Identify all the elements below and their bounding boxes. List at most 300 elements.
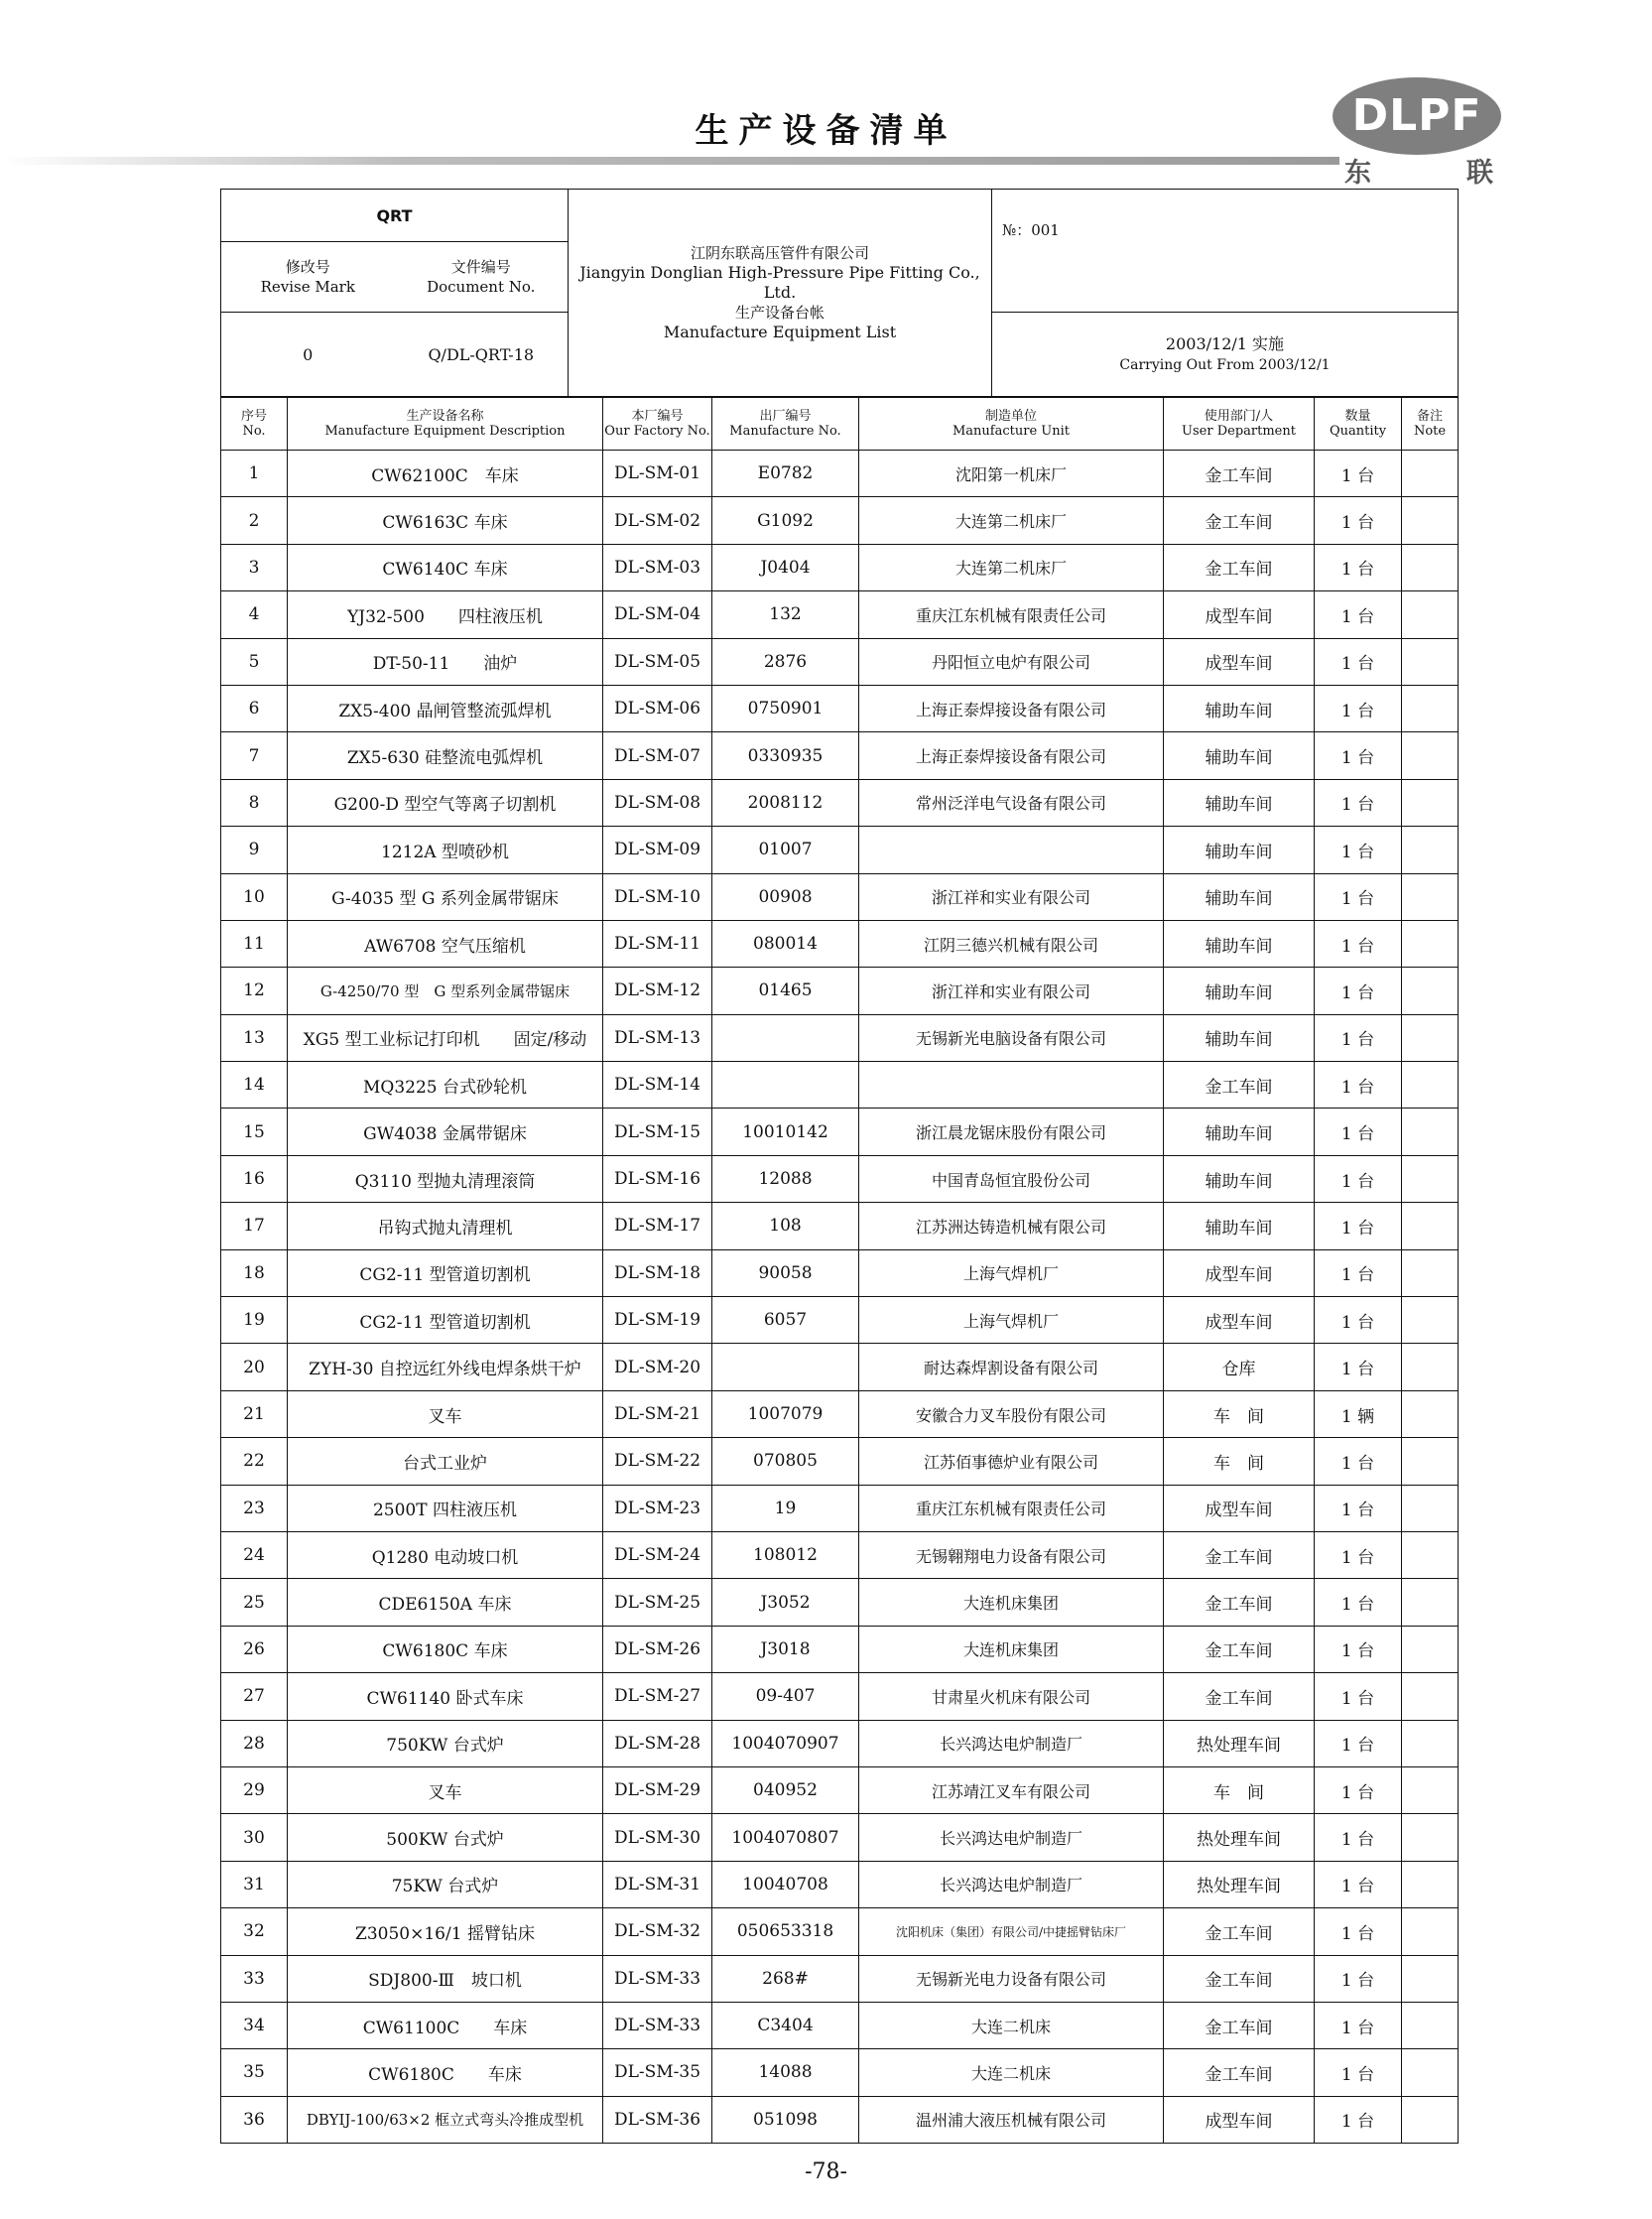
cell-description: ZYH-30 自控远红外线电焊条烘干炉 bbox=[288, 1344, 603, 1390]
cell-quantity: 1 台 bbox=[1315, 1014, 1402, 1061]
cell-no: 28 bbox=[221, 1720, 288, 1766]
table-row bbox=[221, 1344, 1459, 1390]
cell-manufacture-no: 080014 bbox=[712, 920, 859, 967]
cell-no: 31 bbox=[221, 1861, 288, 1907]
cell-description: CDE6150A 车床 bbox=[288, 1579, 603, 1626]
cell-description: MQ3225 台式砂轮机 bbox=[288, 1062, 603, 1109]
cell-manufacture-no: 12088 bbox=[712, 1155, 859, 1202]
cell-manufacture-no: 90058 bbox=[712, 1249, 859, 1296]
cell-factory-no: DL-SM-26 bbox=[603, 1626, 712, 1672]
cell-user-department: 成型车间 bbox=[1164, 1297, 1315, 1344]
cell-manufacture-no: J3018 bbox=[712, 1626, 859, 1672]
cell-user-department: 金工车间 bbox=[1164, 497, 1315, 544]
cell-manufacture-unit: 上海正泰焊接设备有限公司 bbox=[859, 732, 1164, 779]
cell-manufacture-unit: 常州泛洋电气设备有限公司 bbox=[859, 779, 1164, 826]
cell-factory-no: DL-SM-11 bbox=[603, 920, 712, 967]
cell-no: 20 bbox=[221, 1344, 288, 1390]
cell-quantity: 1 台 bbox=[1315, 591, 1402, 638]
cell-description: Q1280 电动坡口机 bbox=[288, 1531, 603, 1578]
cell-description: SDJ800-Ⅲ 坡口机 bbox=[288, 1955, 603, 2002]
table-row bbox=[221, 1014, 1459, 1061]
cell-note bbox=[1402, 827, 1459, 873]
cell-factory-no: DL-SM-07 bbox=[603, 732, 712, 779]
cell-manufacture-unit: 大连二机床 bbox=[859, 2049, 1164, 2096]
company-logo bbox=[1333, 77, 1501, 187]
cell-manufacture-unit: 上海正泰焊接设备有限公司 bbox=[859, 685, 1164, 731]
table-row bbox=[221, 1861, 1459, 1907]
cell-user-department: 辅助车间 bbox=[1164, 827, 1315, 873]
cell-user-department: 车 间 bbox=[1164, 1766, 1315, 1813]
cell-user-department: 成型车间 bbox=[1164, 638, 1315, 685]
cell-note bbox=[1402, 685, 1459, 731]
cell-manufacture-unit: 大连二机床 bbox=[859, 2002, 1164, 2048]
column-header-en: User Department bbox=[1182, 424, 1296, 439]
cell-quantity: 1 台 bbox=[1315, 1344, 1402, 1390]
cell-no: 36 bbox=[221, 2096, 288, 2143]
table-row bbox=[221, 1109, 1459, 1155]
column-header-en: Note bbox=[1413, 424, 1447, 439]
table-row bbox=[221, 497, 1459, 544]
cell-user-department: 成型车间 bbox=[1164, 2096, 1315, 2143]
table-row bbox=[221, 1390, 1459, 1437]
table-row bbox=[221, 638, 1459, 685]
cell-quantity: 1 台 bbox=[1315, 1766, 1402, 1813]
cell-factory-no: DL-SM-29 bbox=[603, 1766, 712, 1813]
cell-manufacture-no: E0782 bbox=[712, 451, 859, 497]
cell-user-department: 热处理车间 bbox=[1164, 1720, 1315, 1766]
cell-no: 5 bbox=[221, 638, 288, 685]
cell-quantity: 1 台 bbox=[1315, 497, 1402, 544]
cell-description: 1212A 型喷砂机 bbox=[288, 827, 603, 873]
cell-no: 8 bbox=[221, 779, 288, 826]
cell-manufacture-no: 10040708 bbox=[712, 1861, 859, 1907]
document-value: Q/DL-QRT-18 bbox=[428, 344, 535, 364]
cell-factory-no: DL-SM-19 bbox=[603, 1297, 712, 1344]
cell-quantity: 1 台 bbox=[1315, 638, 1402, 685]
cell-no: 15 bbox=[221, 1109, 288, 1155]
cell-manufacture-unit: 浙江祥和实业有限公司 bbox=[859, 873, 1164, 920]
cell-manufacture-no: 00908 bbox=[712, 873, 859, 920]
table-row bbox=[221, 827, 1459, 873]
cell-note bbox=[1402, 2049, 1459, 2096]
cell-manufacture-no: 040952 bbox=[712, 1766, 859, 1813]
cell-no: 9 bbox=[221, 827, 288, 873]
table-row bbox=[221, 732, 1459, 779]
cell-user-department: 辅助车间 bbox=[1164, 779, 1315, 826]
cell-quantity: 1 台 bbox=[1315, 968, 1402, 1014]
cell-note bbox=[1402, 1155, 1459, 1202]
document-no-cn: 文件编号 bbox=[450, 258, 511, 276]
cell-note bbox=[1402, 544, 1459, 590]
cell-user-department: 仓库 bbox=[1164, 1344, 1315, 1390]
column-header-cn: 数量 bbox=[1344, 409, 1371, 424]
table-row bbox=[221, 1155, 1459, 1202]
cell-description: CW6163C 车床 bbox=[288, 497, 603, 544]
effective-date-en: Carrying Out From 2003/12/1 bbox=[1119, 356, 1331, 373]
cell-note bbox=[1402, 1955, 1459, 2002]
cell-manufacture-unit: 温州浦大液压机械有限公司 bbox=[859, 2096, 1164, 2143]
cell-quantity: 1 台 bbox=[1315, 1155, 1402, 1202]
cell-quantity: 1 台 bbox=[1315, 920, 1402, 967]
cell-manufacture-unit: 江苏佰事德炉业有限公司 bbox=[859, 1438, 1164, 1485]
cell-note bbox=[1402, 1908, 1459, 1955]
cell-user-department: 辅助车间 bbox=[1164, 1203, 1315, 1249]
cell-description: G-4035 型 G 系列金属带锯床 bbox=[288, 873, 603, 920]
cell-user-department: 金工车间 bbox=[1164, 2002, 1315, 2048]
cell-note bbox=[1402, 1297, 1459, 1344]
cell-manufacture-no: 6057 bbox=[712, 1297, 859, 1344]
cell-manufacture-no: 108012 bbox=[712, 1531, 859, 1578]
cell-description: GW4038 金属带锯床 bbox=[288, 1109, 603, 1155]
column-header-quantity bbox=[1315, 398, 1402, 451]
cell-factory-no: DL-SM-06 bbox=[603, 685, 712, 731]
cell-manufacture-unit: 江苏靖江叉车有限公司 bbox=[859, 1766, 1164, 1813]
cell-manufacture-unit: 浙江祥和实业有限公司 bbox=[859, 968, 1164, 1014]
cell-manufacture-no bbox=[712, 1062, 859, 1109]
equipment-rows bbox=[221, 451, 1459, 2144]
qrt-label: QRT bbox=[221, 190, 569, 242]
cell-user-department: 辅助车间 bbox=[1164, 732, 1315, 779]
cell-quantity: 1 台 bbox=[1315, 1673, 1402, 1720]
cell-no: 7 bbox=[221, 732, 288, 779]
cell-manufacture-unit: 沈阳第一机床厂 bbox=[859, 451, 1164, 497]
cell-user-department: 金工车间 bbox=[1164, 1955, 1315, 2002]
cell-factory-no: DL-SM-32 bbox=[603, 1908, 712, 1955]
cell-description: 750KW 台式炉 bbox=[288, 1720, 603, 1766]
column-header-user-department bbox=[1164, 398, 1315, 451]
cell-factory-no: DL-SM-33 bbox=[603, 1955, 712, 2002]
cell-user-department: 车 间 bbox=[1164, 1390, 1315, 1437]
cell-quantity: 1 台 bbox=[1315, 1438, 1402, 1485]
table-row bbox=[221, 1673, 1459, 1720]
cell-no: 35 bbox=[221, 2049, 288, 2096]
revise-mark-en: Revise Mark bbox=[260, 278, 355, 296]
logo-sub-right: 联 bbox=[1466, 158, 1493, 189]
list-title-en: Manufacture Equipment List bbox=[663, 323, 897, 341]
cell-manufacture-no: 0750901 bbox=[712, 685, 859, 731]
cell-manufacture-no: 01007 bbox=[712, 827, 859, 873]
cell-user-department: 车 间 bbox=[1164, 1438, 1315, 1485]
cell-factory-no: DL-SM-08 bbox=[603, 779, 712, 826]
cell-manufacture-unit: 上海气焊机厂 bbox=[859, 1249, 1164, 1296]
cell-user-department: 金工车间 bbox=[1164, 1908, 1315, 1955]
column-header-no bbox=[221, 398, 288, 451]
cell-quantity: 1 台 bbox=[1315, 1203, 1402, 1249]
cell-no: 13 bbox=[221, 1014, 288, 1061]
cell-note bbox=[1402, 1390, 1459, 1437]
cell-description: Q3110 型抛丸清理滚筒 bbox=[288, 1155, 603, 1202]
cell-factory-no: DL-SM-36 bbox=[603, 2096, 712, 2143]
column-header-cn: 生产设备名称 bbox=[406, 409, 484, 424]
cell-note bbox=[1402, 732, 1459, 779]
cell-user-department: 辅助车间 bbox=[1164, 920, 1315, 967]
cell-description: CG2-11 型管道切割机 bbox=[288, 1249, 603, 1296]
cell-note bbox=[1402, 1861, 1459, 1907]
cell-description: DT-50-11 油炉 bbox=[288, 638, 603, 685]
cell-manufacture-no: 268# bbox=[712, 1955, 859, 2002]
column-header-manufacture-unit bbox=[859, 398, 1164, 451]
cell-note bbox=[1402, 1109, 1459, 1155]
cell-manufacture-unit: 长兴鸿达电炉制造厂 bbox=[859, 1814, 1164, 1861]
column-header-note bbox=[1402, 398, 1459, 451]
table-row bbox=[221, 2002, 1459, 2048]
column-header-en: Manufacture Equipment Description bbox=[324, 424, 566, 439]
cell-description: ZX5-630 硅整流电弧焊机 bbox=[288, 732, 603, 779]
cell-note bbox=[1402, 2002, 1459, 2048]
cell-description: G-4250/70 型 G 型系列金属带锯床 bbox=[288, 968, 603, 1014]
cell-manufacture-unit: 甘肃星火机床有限公司 bbox=[859, 1673, 1164, 1720]
cell-quantity: 1 台 bbox=[1315, 544, 1402, 590]
cell-quantity: 1 台 bbox=[1315, 1626, 1402, 1672]
table-row bbox=[221, 1062, 1459, 1109]
cell-manufacture-unit: 无锡新光电力设备有限公司 bbox=[859, 1955, 1164, 2002]
cell-description: CW61100C 车床 bbox=[288, 2002, 603, 2048]
cell-no: 3 bbox=[221, 544, 288, 590]
cell-quantity: 1 台 bbox=[1315, 1720, 1402, 1766]
cell-description: CW6140C 车床 bbox=[288, 544, 603, 590]
cell-manufacture-unit: 大连机床集团 bbox=[859, 1579, 1164, 1626]
cell-manufacture-no: C3404 bbox=[712, 2002, 859, 2048]
cell-quantity: 1 辆 bbox=[1315, 1390, 1402, 1437]
cell-user-department: 金工车间 bbox=[1164, 451, 1315, 497]
cell-factory-no: DL-SM-12 bbox=[603, 968, 712, 1014]
document-no-label bbox=[395, 257, 569, 297]
effective-date-cn: 2003/12/1 实施 bbox=[1165, 333, 1285, 353]
cell-factory-no: DL-SM-09 bbox=[603, 827, 712, 873]
table-row bbox=[221, 1531, 1459, 1578]
cell-manufacture-no: 050653318 bbox=[712, 1908, 859, 1955]
cell-factory-no: DL-SM-22 bbox=[603, 1438, 712, 1485]
list-title-cn: 生产设备台帐 bbox=[734, 304, 825, 322]
table-row bbox=[221, 873, 1459, 920]
cell-description: CW6180C 车床 bbox=[288, 1626, 603, 1672]
cell-no: 24 bbox=[221, 1531, 288, 1578]
cell-description: DBYIJ-100/63×2 框立式弯头冷推成型机 bbox=[288, 2096, 603, 2143]
cell-note bbox=[1402, 1249, 1459, 1296]
cell-manufacture-unit: 大连第二机床厂 bbox=[859, 544, 1164, 590]
cell-user-department: 辅助车间 bbox=[1164, 968, 1315, 1014]
revise-labels bbox=[221, 242, 569, 313]
cell-factory-no: DL-SM-24 bbox=[603, 1531, 712, 1578]
cell-user-department: 金工车间 bbox=[1164, 2049, 1315, 2096]
column-header-cn: 使用部门/人 bbox=[1204, 409, 1274, 424]
cell-manufacture-no bbox=[712, 1014, 859, 1061]
cell-manufacture-unit: 长兴鸿达电炉制造厂 bbox=[859, 1720, 1164, 1766]
cell-description: 叉车 bbox=[288, 1766, 603, 1813]
cell-no: 32 bbox=[221, 1908, 288, 1955]
table-row bbox=[221, 1485, 1459, 1531]
cell-note bbox=[1402, 1673, 1459, 1720]
cell-user-department: 金工车间 bbox=[1164, 544, 1315, 590]
cell-manufacture-unit: 江苏洲达铸造机械有限公司 bbox=[859, 1203, 1164, 1249]
cell-description: 2500T 四柱液压机 bbox=[288, 1485, 603, 1531]
cell-manufacture-unit: 重庆江东机械有限责任公司 bbox=[859, 591, 1164, 638]
column-header-cn: 制造单位 bbox=[984, 409, 1037, 424]
revise-mark-cn: 修改号 bbox=[285, 258, 330, 276]
cell-manufacture-unit: 长兴鸿达电炉制造厂 bbox=[859, 1861, 1164, 1907]
cell-quantity: 1 台 bbox=[1315, 873, 1402, 920]
cell-quantity: 1 台 bbox=[1315, 1579, 1402, 1626]
cell-factory-no: DL-SM-15 bbox=[603, 1109, 712, 1155]
cell-factory-no: DL-SM-02 bbox=[603, 497, 712, 544]
cell-manufacture-unit: 无锡新光电脑设备有限公司 bbox=[859, 1014, 1164, 1061]
table-row bbox=[221, 2096, 1459, 2143]
cell-quantity: 1 台 bbox=[1315, 1109, 1402, 1155]
cell-description: CW6180C 车床 bbox=[288, 2049, 603, 2096]
cell-factory-no: DL-SM-18 bbox=[603, 1249, 712, 1296]
cell-user-department: 金工车间 bbox=[1164, 1062, 1315, 1109]
cell-no: 14 bbox=[221, 1062, 288, 1109]
cell-factory-no: DL-SM-33 bbox=[603, 2002, 712, 2048]
page-number: -78- bbox=[805, 2159, 847, 2184]
column-header-en: Manufacture Unit bbox=[953, 424, 1070, 439]
cell-no: 21 bbox=[221, 1390, 288, 1437]
table-row bbox=[221, 1438, 1459, 1485]
cell-quantity: 1 台 bbox=[1315, 1861, 1402, 1907]
cell-quantity: 1 台 bbox=[1315, 779, 1402, 826]
logo-sub-left: 东 bbox=[1344, 158, 1371, 189]
cell-manufacture-no: 19 bbox=[712, 1485, 859, 1531]
cell-factory-no: DL-SM-16 bbox=[603, 1155, 712, 1202]
table-row bbox=[221, 2049, 1459, 2096]
table-row bbox=[221, 1908, 1459, 1955]
cell-no: 22 bbox=[221, 1438, 288, 1485]
cell-factory-no: DL-SM-27 bbox=[603, 1673, 712, 1720]
document-no-en: Document No. bbox=[427, 278, 536, 296]
cell-factory-no: DL-SM-28 bbox=[603, 1720, 712, 1766]
cell-note bbox=[1402, 638, 1459, 685]
column-header-cn: 备注 bbox=[1416, 409, 1443, 424]
cell-user-department: 辅助车间 bbox=[1164, 685, 1315, 731]
cell-note bbox=[1402, 1814, 1459, 1861]
cell-factory-no: DL-SM-23 bbox=[603, 1485, 712, 1531]
table-row bbox=[221, 1297, 1459, 1344]
table-row bbox=[221, 1766, 1459, 1813]
cell-quantity: 1 台 bbox=[1315, 827, 1402, 873]
revise-value: 0 bbox=[303, 344, 314, 364]
table-row bbox=[221, 1720, 1459, 1766]
cell-quantity: 1 台 bbox=[1315, 451, 1402, 497]
cell-no: 17 bbox=[221, 1203, 288, 1249]
column-header-en: Manufacture No. bbox=[729, 424, 841, 439]
cell-description: 叉车 bbox=[288, 1390, 603, 1437]
document-number: №：001 bbox=[992, 190, 1459, 313]
cell-description: 75KW 台式炉 bbox=[288, 1861, 603, 1907]
column-header-description bbox=[288, 398, 603, 451]
cell-no: 10 bbox=[221, 873, 288, 920]
cell-user-department: 热处理车间 bbox=[1164, 1861, 1315, 1907]
cell-note bbox=[1402, 968, 1459, 1014]
cell-description: XG5 型工业标记打印机 固定/移动 bbox=[288, 1014, 603, 1061]
column-header-en: Our Factory No. bbox=[604, 424, 710, 439]
logo-subtitle bbox=[1344, 151, 1493, 190]
cell-no: 23 bbox=[221, 1485, 288, 1531]
cell-note bbox=[1402, 2096, 1459, 2143]
cell-manufacture-unit: 重庆江东机械有限责任公司 bbox=[859, 1485, 1164, 1531]
header-rule bbox=[0, 157, 1339, 165]
cell-factory-no: DL-SM-21 bbox=[603, 1390, 712, 1437]
cell-user-department: 成型车间 bbox=[1164, 1249, 1315, 1296]
column-header-row bbox=[221, 398, 1459, 451]
cell-note bbox=[1402, 1531, 1459, 1578]
cell-no: 33 bbox=[221, 1955, 288, 2002]
cell-user-department: 金工车间 bbox=[1164, 1673, 1315, 1720]
cell-no: 27 bbox=[221, 1673, 288, 1720]
cell-note bbox=[1402, 1720, 1459, 1766]
cell-manufacture-no: 108 bbox=[712, 1203, 859, 1249]
cell-factory-no: DL-SM-14 bbox=[603, 1062, 712, 1109]
cell-manufacture-no: 2008112 bbox=[712, 779, 859, 826]
cell-quantity: 1 台 bbox=[1315, 1485, 1402, 1531]
cell-no: 26 bbox=[221, 1626, 288, 1672]
page-title: 生产设备清单 bbox=[695, 111, 957, 151]
cell-manufacture-no: 1004070807 bbox=[712, 1814, 859, 1861]
cell-note bbox=[1402, 873, 1459, 920]
cell-user-department: 金工车间 bbox=[1164, 1626, 1315, 1672]
cell-factory-no: DL-SM-03 bbox=[603, 544, 712, 590]
column-header-en: Quantity bbox=[1329, 424, 1387, 439]
logo-badge: DLPF bbox=[1333, 77, 1501, 155]
cell-user-department: 金工车间 bbox=[1164, 1579, 1315, 1626]
cell-quantity: 1 台 bbox=[1315, 2049, 1402, 2096]
cell-note bbox=[1402, 1438, 1459, 1485]
company-block bbox=[569, 190, 992, 397]
cell-no: 19 bbox=[221, 1297, 288, 1344]
cell-quantity: 1 台 bbox=[1315, 685, 1402, 731]
cell-user-department: 成型车间 bbox=[1164, 1485, 1315, 1531]
cell-note bbox=[1402, 451, 1459, 497]
table-row bbox=[221, 1203, 1459, 1249]
cell-quantity: 1 台 bbox=[1315, 1249, 1402, 1296]
cell-manufacture-no: 10010142 bbox=[712, 1109, 859, 1155]
cell-factory-no: DL-SM-10 bbox=[603, 873, 712, 920]
cell-factory-no: DL-SM-20 bbox=[603, 1344, 712, 1390]
cell-note bbox=[1402, 1062, 1459, 1109]
cell-quantity: 1 台 bbox=[1315, 732, 1402, 779]
cell-manufacture-unit: 无锡翱翔电力设备有限公司 bbox=[859, 1531, 1164, 1578]
cell-manufacture-unit: 耐达森焊割设备有限公司 bbox=[859, 1344, 1164, 1390]
effective-date bbox=[992, 313, 1459, 397]
cell-factory-no: DL-SM-13 bbox=[603, 1014, 712, 1061]
cell-description: G200-D 型空气等离子切割机 bbox=[288, 779, 603, 826]
cell-manufacture-no: 14088 bbox=[712, 2049, 859, 2096]
revise-values bbox=[221, 313, 569, 397]
cell-no: 4 bbox=[221, 591, 288, 638]
cell-manufacture-unit: 浙江晨龙锯床股份有限公司 bbox=[859, 1109, 1164, 1155]
cell-manufacture-no bbox=[712, 1344, 859, 1390]
cell-user-department: 热处理车间 bbox=[1164, 1814, 1315, 1861]
cell-note bbox=[1402, 1766, 1459, 1813]
cell-quantity: 1 台 bbox=[1315, 1814, 1402, 1861]
table-row bbox=[221, 1814, 1459, 1861]
cell-manufacture-no: 0330935 bbox=[712, 732, 859, 779]
cell-note bbox=[1402, 1485, 1459, 1531]
table-row bbox=[221, 544, 1459, 590]
cell-description: CW62100C 车床 bbox=[288, 451, 603, 497]
column-header-en: No. bbox=[242, 424, 266, 439]
cell-manufacture-no: J3052 bbox=[712, 1579, 859, 1626]
cell-description: AW6708 空气压缩机 bbox=[288, 920, 603, 967]
cell-quantity: 1 台 bbox=[1315, 1908, 1402, 1955]
cell-user-department: 金工车间 bbox=[1164, 1531, 1315, 1578]
cell-manufacture-unit bbox=[859, 1062, 1164, 1109]
cell-manufacture-unit: 丹阳恒立电炉有限公司 bbox=[859, 638, 1164, 685]
cell-quantity: 1 台 bbox=[1315, 2096, 1402, 2143]
cell-manufacture-unit: 沈阳机床（集团）有限公司/中捷摇臂钻床厂 bbox=[859, 1908, 1164, 1955]
cell-no: 30 bbox=[221, 1814, 288, 1861]
cell-manufacture-no: 2876 bbox=[712, 638, 859, 685]
cell-factory-no: DL-SM-05 bbox=[603, 638, 712, 685]
